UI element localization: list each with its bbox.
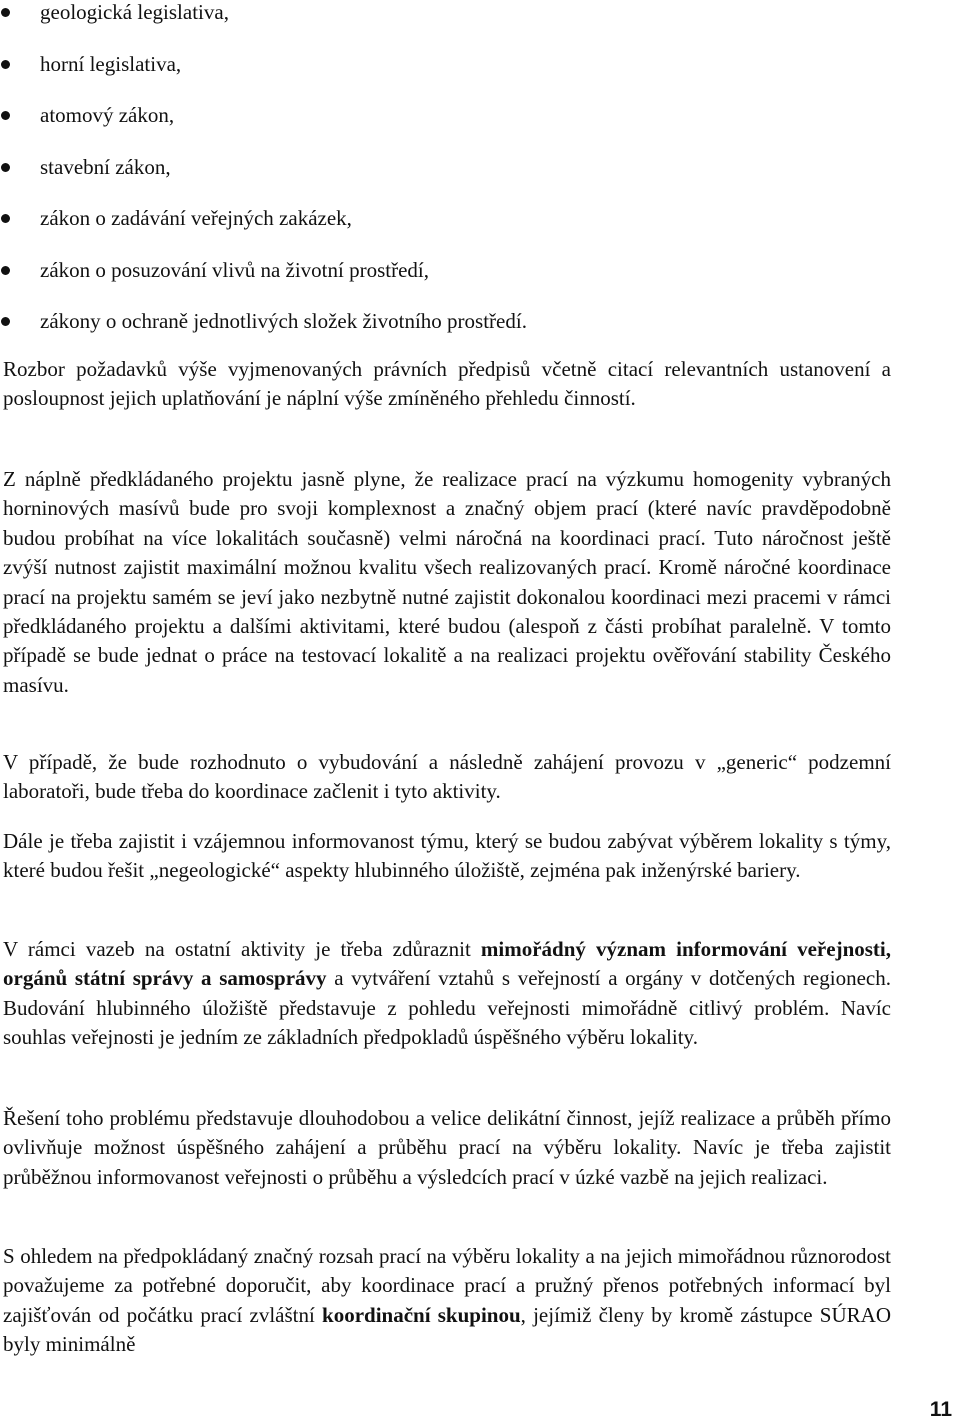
list-item: stavební zákon,: [0, 153, 900, 205]
emphasis-coordination-group: koordinační skupinou: [322, 1302, 521, 1327]
list-item: horní legislativa,: [0, 50, 900, 102]
bullet-icon: [1, 60, 10, 69]
paragraph-legal-analysis: Rozbor požadavků výše vyjmenovaných právních předpisů včetně citací relevantních ustanovení a posloupnost jejich uplatňování je náplní výše zmíněného přehledu činností.: [3, 357, 891, 411]
list-item: zákon o zadávání veřejných zakázek,: [0, 204, 900, 256]
paragraph-coordination: Z náplně předkládaného projektu jasně plyne, že realizace prací na výzkumu homogenity vybraných horninových masívů bude pro svoji komplexnost a značný objem prací (které navíc pravděpodobně budou probíhat na více lokalitách současně) velmi náročná na koordinaci prací. Tuto náročnost ještě zvýší nutnost zajistit maximální možnou kvalitu všech realizovaných prací. Kromě náročné koordinace prací na projektu samém se jeví jako nezbytně nutné zajistit dokonalou koordinaci mezi pracemi v rámci předkládaného projektu a dalšími aktivitami, které budou (alespoň z části probíhat paralelně. V tomto případě se bude jednat o práce na testovací lokalitě a na realizaci projektu ověřování stability Českého masívu.: [3, 467, 891, 697]
paragraph-generic-laboratory: V případě, že bude rozhodnuto o vybudování a následně zahájení provozu v „generic“ podzemní laboratoři, bude třeba do koordinace začlenit i tyto aktivity.: [3, 750, 891, 804]
bullet-icon: [1, 163, 10, 172]
list-item: zákony o ochraně jednotlivých složek životního prostředí.: [0, 307, 900, 359]
bullet-icon: [1, 111, 10, 120]
bullet-icon: [1, 8, 10, 17]
bullet-icon: [1, 317, 10, 326]
bullet-icon: [1, 214, 10, 223]
paragraph-team-information: Dále je třeba zajistit i vzájemnou informovanost týmu, který se budou zabývat výběrem lokality s týmy, které budou řešit „negeologické“ aspekty hlubinného úložiště, zejména pak inženýrské bariery.: [3, 829, 891, 883]
bullet-icon: [1, 266, 10, 275]
page-number: 11: [929, 1398, 952, 1421]
paragraph-public-relations: V rámci vazeb na ostatní aktivity je třeba zdůraznit mimořádný význam informování veřejnosti, orgánů státní správy a samosprávy a vytváření vztahů s veřejností a orgány v dotčených regionech. Budování hlubinného úložiště představuje z pohledu veřejnosti mimořádně citlivý problém. Navíc souhlas veřejnosti je jedním ze základních předpokladů úspěšného výběru lokality.: [3, 937, 891, 1050]
paragraph-coordination-group: S ohledem na předpokládaný značný rozsah prací na výběru lokality a na jejich mimořádnou různorodost považujeme za potřebné doporučit, aby koordinace prací a pružný přenos potřebných informací byl zajišťován od počátku prací zvláštní koordinační skupinou, jejímiž členy by kromě zástupce SÚRAO byly minimálně: [3, 1244, 891, 1357]
legislation-list: [0, 0, 900, 359]
emphasis-public-information: mimořádný význam informování veřejnosti, orgánů státní správy a samosprávy: [3, 937, 891, 991]
paragraph-problem-solution: Řešení toho problému představuje dlouhodobou a velice delikátní činnost, jejíž realizace a průběh přímo ovlivňuje možnost úspěšného zahájení a průběhu prací na výběru lokality. Navíc je třeba zajistit průběžnou informovanost veřejnosti o průběhu a výsledcích prací v úzké vazbě na jejich realizaci.: [3, 1106, 891, 1189]
list-item: geologická legislativa,: [0, 0, 900, 50]
list-item: atomový zákon,: [0, 101, 900, 153]
list-item: zákon o posuzování vlivů na životní prostředí,: [0, 256, 900, 308]
